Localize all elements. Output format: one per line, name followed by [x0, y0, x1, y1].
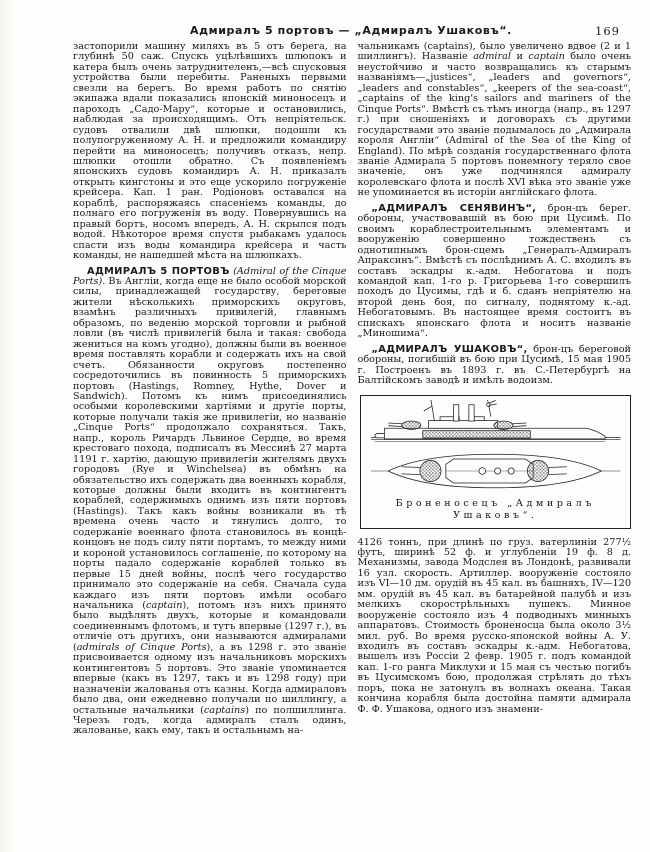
continuation-paragraph-left [73, 42, 347, 262]
left-column [73, 42, 347, 838]
article-body: ) по полшиллинга. Черезъ годъ, когда адмиралъ сталъ одинъ, жалованье, какъ ему, такъ и остальнымъ на- [73, 704, 347, 737]
article-body: ), потомъ изъ нихъ принято было выдѣлять двухъ, которые и командовали соединеннымъ флотомъ, и тутъ впервые (1297 г.), въ отличіе отъ другихъ, они называются адмиралами ( [73, 600, 347, 653]
page-number: 169 [595, 24, 620, 38]
headword-latin: (Admiral of the Cinque Ports). [73, 265, 347, 287]
article-admiral-ushakov [358, 345, 632, 387]
paragraph-text: застопорили машину миляхъ въ 5 отъ берега, на глубинѣ 50 саж. Спускъ уцѣлѣвшихъ шлюпокъ и катера былъ очень затруднителенъ,—всѣ спусковыя устройства были перебиты. Раненыхъ первыми свезли на берегъ. Во время работъ по снятію экипажа вдали показались японскій миноносецъ и пароходъ „Садо-Мару“, которые и остановились, наблюдая за происходящимъ. Отъ непріятельск. судовъ отвалили двѣ шлюпки, подошли къ полупогруженному А. Н. и предложили командиру перейти на миноносецъ; получивъ отказъ, непр. шлюпки отошли обратно. Съ появленіемъ японскихъ судовъ командиръ А. Н. приказалъ открыть кингстоны и это еще ускорило погруженіе крейсера. Кап. 1 ран. Родіоновъ оставался на кораблѣ, распоряжаясь спасеніемъ команды, до полнаго его погруженія въ воду. Повернувшись на правый бортъ, носомъ впередъ, А. Н. скрылся подъ водой. Нѣкоторое время спустя рыбакамъ удалось спасти изъ воды командира крейсера и часть команды, не нашедшей мѣста на шлюпкахъ. [73, 42, 347, 262]
article-headword: „АДМИРАЛЪ УШАКОВЪ“, [371, 343, 528, 355]
latin-term: admirals of Cinque Ports [76, 641, 207, 653]
article-admiral-5-portov [73, 267, 347, 737]
article-body: брон-цъ берег. обороны, участвовавшій въ бою при Цусимѣ. По своимъ кораблестроительнымъ элементамъ и вооруженію совершенно тождественъ съ однотипнымъ брон-сцемъ „Генералъ-Адмиралъ Апраксинъ“. Вмѣстѣ съ послѣднимъ А. С. входилъ въ составъ эскадры к.-адм. Небогатова и подъ командой кап. 1-го р. Григорьева 1-го совершилъ походъ до Цусимы, гдѣ и б. сданъ непріятелю на второй день боя, по сигналу, поднятому к.-ад. Небогатовымъ. Въ настоящее время состоитъ въ спискахъ японскаго флота и носитъ названіе „Миношима“. [357, 202, 631, 340]
latin-term: captains [203, 704, 246, 716]
after-figure-paragraph [358, 538, 632, 716]
ship-plan-view [370, 454, 620, 488]
figure-caption [361, 498, 631, 523]
article-body: брон-цъ береговой обороны, погибшій въ бою при Цусимѣ, 15 мая 1905 г. Построенъ въ 1893 г. въ С.-Петербургѣ на Балтійскомъ заводѣ и имѣлъ водоизм. [357, 343, 631, 387]
article-admiral-senyavin [358, 204, 632, 340]
article-headword: АДМИРАЛЪ 5 ПОРТОВЪ [87, 265, 230, 277]
article-body: Въ Англіи, когда еще не было особой морской силы, принадлежащей государству, береговые жители нѣсколькихъ приморскихъ округовъ, взамѣнъ различныхъ привилегій, главнымъ образомъ, по веденію морской торговли и рыбной ловли (въ числѣ привилегій была и такая: свобода жениться на комъ угодно), должны были въ военное время поставлять корабли и содержать ихъ на свой счетъ. Обязанности округовъ постепенно сосредоточились въ повинность 5 приморскихъ портовъ (Hastings, Romney, Hythe, Dover и Sandwich). Потомъ къ нимъ присоединялись особыми королевскими хартіями и другіе порты, которые получали такія же привилегіи, но названіе „Cinque Ports“ продолжало сохраняться. Такъ, напр., король Ричардъ Львиное Сердце, во время крестоваго похода, подписалъ въ Мессинѣ 27 марта 1191 г. хартію, дающую привилегіи жителямъ двухъ городовъ (Rye и Winchelsea) въ обмѣнъ на обязательство ихъ содержать два военныхъ корабля, которые должны были входить въ контингентъ кораблей, содержимыхъ однимъ изъ пяти портовъ (Hastings). Такъ какъ войны возникали въ тѣ времена очень часто и тянулись долго, то содержаніе военнаго флота становилось въ концѣ-концовъ не подъ силу пяти портамъ, то между ними и короной установилось соглашеніе, по которому на порты падало содержаніе кораблей только въ первые 15 дней войны, послѣ чего государство принимало это содержаніе на себя. Сначала суда каждаго изъ пяти портовъ имѣли особаго начальника ( [73, 275, 347, 612]
paragraph-text: чальникамъ (captains), было увеличено вдвое (2 и 1 шиллингъ). Названіе [357, 42, 631, 63]
battleship-side-and-plan-illustration [361, 399, 631, 495]
figure-caption-line1: Броненосецъ „Адмиралъ [395, 497, 595, 509]
figure-frame [360, 395, 632, 529]
paragraph-text: и [511, 51, 529, 63]
text-columns [73, 42, 631, 838]
ship-side-elevation [370, 399, 620, 441]
article-body: ), а въ 1298 г. это званіе присвоивается одному изъ начальниковъ морскихъ контингентовъ 5 портовъ. Это званіе упоминается впервые (какъ въ 1297, такъ и въ 1298 году) при назначеніи жалованья отъ казны. Когда адмираловъ было два, они ежедневно получали по шиллингу, а остальные начальники ( [73, 641, 347, 716]
continuation-paragraph-right [358, 42, 632, 199]
paragraph-text: было очень неустойчиво и часто возвращались къ старымъ названіямъ—„justices“, „leaders and governors“, „leaders and constables“, „keepers of the sea-coast“, „captains of the king's sailors and mariners of the Cinque Ports“. Вмѣстѣ съ тѣмъ иногда (напр., въ 1297 г.) при сношеніяхъ и договорахъ съ другими государствами это званіе подымалось до „Адмирала короля Англіи“ (Admiral of the Sea of the King of England). По мѣрѣ созданія государственнаго флота званіе Адмирала 5 портовъ понемногу теряло свое значеніе, онъ уже подчинялся адмиралу королевскаго флота и послѣ XVI вѣка это званіе уже не упоминается въ исторіи англійскаго флота. [357, 51, 631, 199]
running-header-title: Адмиралъ 5 портовъ — „Адмиралъ Ушаковъ“. [190, 24, 512, 37]
paragraph-text: 4126 тоннъ, при длинѣ по груз. ватерлиніи 277½ футъ, ширинѣ 52 ф. и углубленіи 19 ф. 8 д. Механизмы, завода Модслея въ Лондонѣ, развивали 16 узл. скорость. Артиллер. вооруженіе состояло изъ VI—10 дм. орудій въ 45 кал. въ башняхъ, IV—120 мм. орудій въ 45 кал. въ батарейной палубѣ и изъ мелкихъ скорострѣльныхъ пушекъ. Минное вооруженіе состояло изъ 4 подводныхъ минныхъ аппаратовъ. Стоимость броненосца была около 3½ мил. руб. Во время русско-японской войны А. У. входилъ въ составъ эскадры к.-адм. Небогатова, вышелъ изъ Россіи 2 февр. 1905 г. подъ командой кап. 1-го ранга Миклухи и 15 мая съ честью погибъ въ Цусимскомъ бою, продолжая стрѣлять до тѣхъ поръ, пока не затонулъ въ волнахъ океана. Такая кончина корабля была достойна памяти адмирала Ф. Ф. Ушакова, одного изъ знамени- [357, 536, 631, 715]
latin-term: admiral [473, 51, 512, 63]
article-headword: „АДМИРАЛЪ СЕНЯВИНЪ“, [371, 202, 537, 214]
latin-term: captain [146, 600, 183, 612]
figure-caption-line2: Ушаковъ“. [453, 510, 538, 521]
right-column [358, 42, 632, 838]
latin-term: captain [528, 51, 565, 63]
